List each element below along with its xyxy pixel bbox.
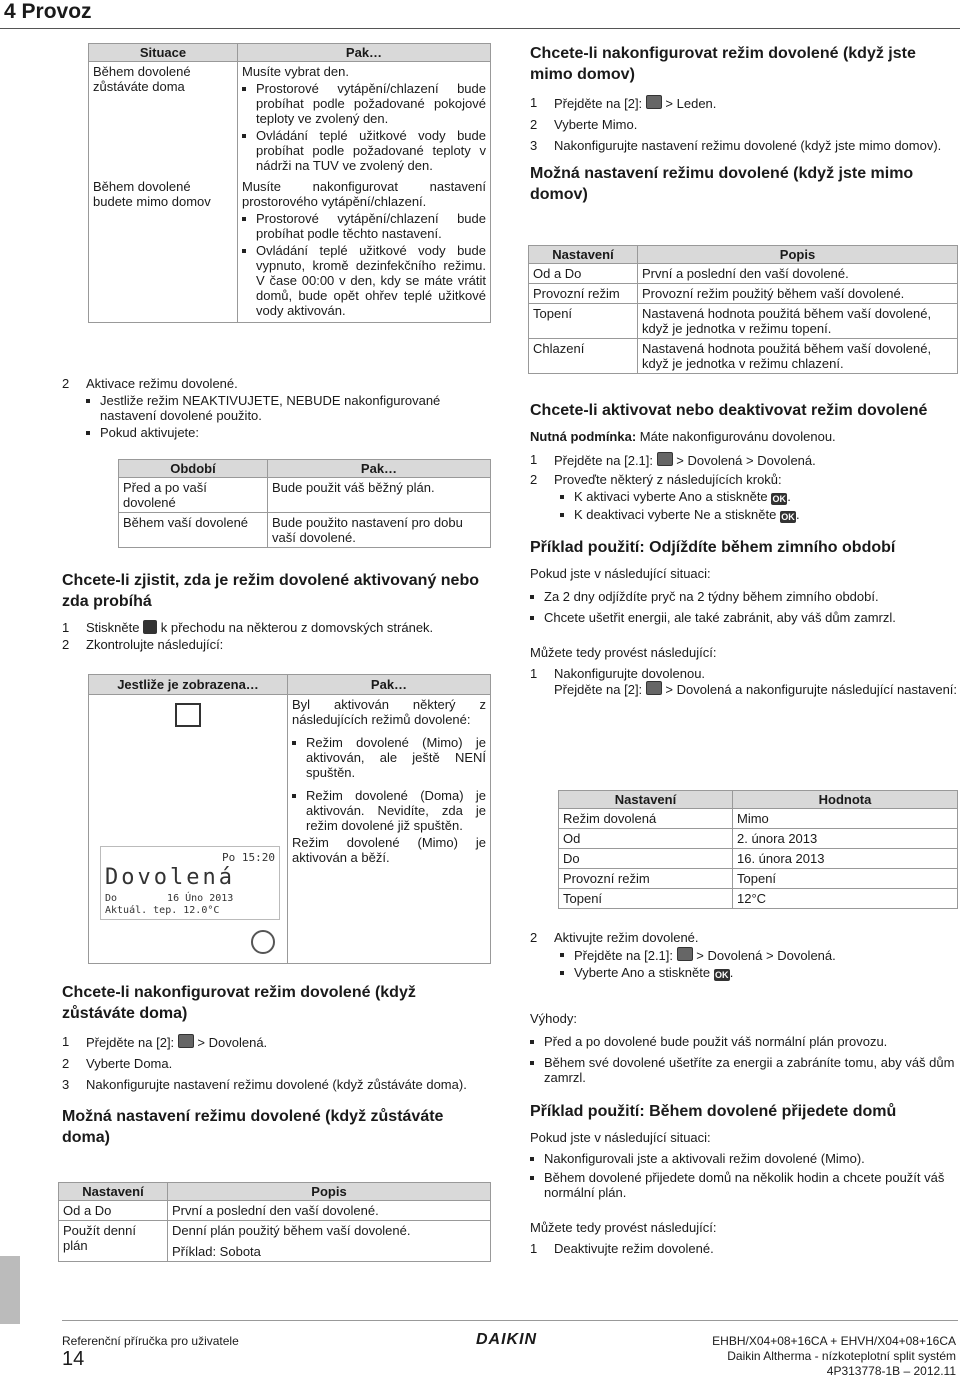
table-cell: 16. února 2013 (733, 849, 958, 869)
step-text: Přejděte na [2.1]: (554, 453, 654, 468)
list-item: K aktivaci vyberte Ano a stiskněte (574, 489, 768, 504)
chapter-tab-marker (0, 1256, 20, 1324)
table-header: Pak… (268, 460, 491, 478)
footer-doc-id: 4P313778-1B – 2012.11 (826, 1364, 956, 1378)
table-header: Hodnota (733, 791, 958, 809)
step-text: Nakonfigurujte dovolenou. (554, 666, 706, 681)
list-item: Nakonfigurovali jste a aktivovali režim dovolené (Mimo). (544, 1151, 865, 1166)
daikin-logo: DAIKIN (476, 1331, 538, 1348)
paragraph: Pokud jste v následující situaci: (530, 566, 711, 581)
step-text: Aktivace režimu dovolené. (86, 376, 238, 391)
list-item: Režim dovolené (Doma) je aktivován. Nevidíte, zda je režim dovolené již spuštěn. (306, 788, 486, 833)
menu-icon (657, 452, 673, 466)
table-cell: Od a Do (529, 264, 638, 284)
list-item: Ovládání teplé užitkové vody bude probíhat podle požadované teploty v nádrži na TUV ve zvolený den. (256, 128, 486, 173)
step-text: > Dovolená > Dovolená. (676, 453, 816, 468)
away-options-table (528, 245, 958, 374)
precondition-text: Máte nakonfigurovánu dovolenou. (639, 429, 836, 444)
table-cell: Režim dovolené (Mimo) je aktivován a běží. (292, 835, 486, 865)
paragraph: Pokud jste v následující situaci: (530, 1130, 711, 1145)
table-cell: První a poslední den vaší dovolené. (638, 264, 958, 284)
precondition-label: Nutná podmínka: (530, 429, 637, 444)
table-cell: Během dovolené zůstáváte doma (89, 62, 238, 178)
step-text: > Dovolená a nakonfigurujte následující nastavení: (665, 682, 958, 697)
sun-icon (251, 930, 275, 954)
example-values-table (558, 790, 958, 909)
table-cell: Bude použito nastavení pro dobu vaší dovolené. (268, 513, 491, 548)
paragraph: Výhody: (530, 1011, 577, 1026)
table-header: Nastavení (559, 791, 733, 809)
home-options-table (58, 1182, 491, 1262)
list-item: Za 2 dny odjíždíte pryč na 2 týdny během zimního období. (544, 589, 879, 604)
table-header: Pak… (238, 44, 491, 62)
list-item: Prostorové vytápění/chlazení bude probíhat podle požadované pokojové teploty ve zvolený den. (256, 81, 486, 126)
menu-icon (646, 95, 662, 109)
list-item: Před a po dovolené bude použit váš normální plán provozu. (544, 1034, 888, 1049)
lcd-temp: Aktuál. tep. 12.0°C (105, 905, 220, 916)
table-cell: Musíte vybrat den. (242, 64, 349, 79)
table-cell: První a poslední den vaší dovolené. (168, 1201, 491, 1221)
page-number: 14 (62, 1348, 85, 1370)
period-table (118, 459, 491, 548)
step-text: Přejděte na [2]: (554, 682, 643, 697)
table-cell: Během vaší dovolené (119, 513, 268, 548)
list-item: Ovládání teplé užitkové vody bude vypnuto, kromě dezinfekčního režimu. V čase 00:00 v den, kdy se máte vrátit domů, bude opět ohřev teplé užitkové vody aktivován. (256, 243, 486, 318)
table-cell: Do (559, 849, 733, 869)
footer-product: Daikin Altherma - nízkoteplotní split systém (727, 1349, 956, 1363)
chapter-title: 4 Provoz (4, 0, 92, 23)
section-title: Příklad použití: Během dovolené přijedete domů (530, 1103, 897, 1120)
step-text: Vyberte Mimo. (554, 117, 638, 132)
table-header: Popis (638, 246, 958, 264)
table-header: Období (119, 460, 268, 478)
step-text: Deaktivujte režim dovolené. (554, 1241, 714, 1256)
menu-icon (178, 1034, 194, 1048)
table-header: Pak… (288, 675, 491, 695)
step-text: Nakonfigurujte nastavení režimu dovolené (když zůstáváte doma). (86, 1077, 467, 1092)
home-icon (143, 620, 157, 634)
footer-rule (62, 1320, 958, 1321)
table-cell: Denní plán použitý během vaší dovolené. (172, 1223, 411, 1238)
table-cell: Topení (733, 869, 958, 889)
table-header: Nastavení (59, 1183, 168, 1201)
footer-doc-type: Referenční příručka pro uživatele (62, 1334, 239, 1348)
step-text: Přejděte na [2]: (554, 96, 643, 111)
step-text: Proveďte některý z následujících kroků: (554, 472, 782, 487)
table-header: Nastavení (529, 246, 638, 264)
list-item: > Dovolená > Dovolená. (696, 948, 836, 963)
table-cell: Od a Do (59, 1201, 168, 1221)
table-cell: Příklad: Sobota (172, 1244, 261, 1259)
table-cell: Provozní režim použitý během vaší dovolené. (638, 284, 958, 304)
lcd-date: 16 Úno 2013 (167, 893, 234, 904)
step-text: Aktivujte režim dovolené. (554, 930, 699, 945)
lcd-label: Do (105, 893, 118, 904)
list-item: Přejděte na [2.1]: (574, 948, 674, 963)
section-title: Příklad použití: Odjíždíte během zimního období (530, 539, 896, 556)
list-item: Jestliže režim NEAKTIVUJETE, NEBUDE nakonfigurované nastavení dovolené použito. (100, 393, 441, 423)
step-text: > Dovolená. (197, 1035, 268, 1050)
step-text: > Leden. (665, 96, 717, 111)
table-cell: Topení (529, 304, 638, 339)
table-cell: Nastavená hodnota použitá během vaší dovolené, když je jednotka v režimu topení. (638, 304, 958, 339)
table-cell: Bude použit váš běžný plán. (268, 478, 491, 513)
list-item: Prostorové vytápění/chlazení bude probíhat podle těchto nastavení. (256, 211, 486, 241)
table-cell: Mimo (733, 809, 958, 829)
list-item: K deaktivaci vyberte Ne a stiskněte (574, 507, 777, 522)
table-cell: Během dovolené budete mimo domov (89, 177, 238, 323)
table-cell: Chlazení (529, 339, 638, 374)
situation-table (88, 43, 491, 323)
table-cell: Provozní režim (559, 869, 733, 889)
list-item: Pokud aktivujete: (100, 425, 200, 440)
step-number: 2 (62, 376, 70, 391)
section-title: Možná nastavení režimu dovolené (když zůstáváte doma) (62, 1108, 444, 1146)
section-title: Možná nastavení režimu dovolené (když jste mimo domov) (530, 165, 914, 203)
table-cell: 2. února 2013 (733, 829, 958, 849)
lcd-title: Dovolená (105, 865, 235, 890)
table-cell: Před a po vaší dovolené (119, 478, 268, 513)
display-table (88, 674, 491, 964)
step-text: Stiskněte (86, 620, 140, 635)
list-item: Během dovolené přijedete domů na několik hodin a chcete použít váš normální plán. (544, 1170, 945, 1200)
menu-icon (677, 947, 693, 961)
menu-icon (646, 681, 662, 695)
suitcase-icon (175, 703, 201, 727)
footer-model: EHBH/X04+08+16CA + EHVH/X04+08+16CA (712, 1334, 956, 1348)
table-cell: Topení (559, 889, 733, 909)
list-item: Chcete ušetřit energii, ale také zabránit, aby váš dům zamrzl. (544, 610, 896, 625)
table-cell: 12°C (733, 889, 958, 909)
list-item: Vyberte Ano a stiskněte (574, 965, 711, 980)
table-header: Jestliže je zobrazena… (89, 675, 288, 695)
section-title: Chcete-li aktivovat nebo deaktivovat režim dovolené (530, 402, 928, 419)
ok-icon: OK (781, 512, 795, 522)
step-text: Nakonfigurujte nastavení režimu dovolené (když jste mimo domov). (554, 138, 942, 153)
section-title: Chcete-li zjistit, zda je režim dovolené aktivovaný nebo zda probíhá (62, 572, 479, 610)
paragraph: Můžete tedy provést následující: (530, 645, 717, 660)
step-text: Vyberte Doma. (86, 1056, 173, 1071)
header-rule (0, 28, 960, 29)
table-cell: Nastavená hodnota použitá během vaší dovolené, když je jednotka v režimu chlazení. (638, 339, 958, 374)
table-cell: Použít denní plán (59, 1221, 168, 1262)
table-cell: Provozní režim (529, 284, 638, 304)
list-item: Režim dovolené (Mimo) je aktivován, ale ještě NENÍ spuštěn. (306, 735, 486, 780)
table-cell: Režim dovolená (559, 809, 733, 829)
ok-icon: OK (714, 970, 729, 980)
list-item: Během své dovolené ušetříte za energii a zabráníte tomu, aby váš dům zamrzl. (544, 1055, 955, 1085)
holiday-lcd-screen (100, 846, 280, 920)
step-text: k přechodu na některou z domovských stránek. (160, 620, 434, 635)
table-cell: Musíte nakonfigurovat nastavení prostorového vytápění/chlazení. (242, 179, 486, 209)
section-title: Chcete-li nakonfigurovat režim dovolené (když zůstáváte doma) (62, 984, 416, 1022)
ok-icon: OK (772, 494, 787, 504)
step-text: Zkontrolujte následující: (86, 637, 224, 652)
table-cell: Od (559, 829, 733, 849)
section-title: Chcete-li nakonfigurovat režim dovolené (když jste mimo domov) (530, 45, 916, 83)
lcd-time: Po 15:20 (222, 851, 275, 864)
table-cell: Byl aktivován některý z následujících režimů dovolené: (292, 697, 486, 727)
table-header: Popis (168, 1183, 491, 1201)
paragraph: Můžete tedy provést následující: (530, 1220, 717, 1235)
step-text: Přejděte na [2]: (86, 1035, 175, 1050)
table-header: Situace (89, 44, 238, 62)
